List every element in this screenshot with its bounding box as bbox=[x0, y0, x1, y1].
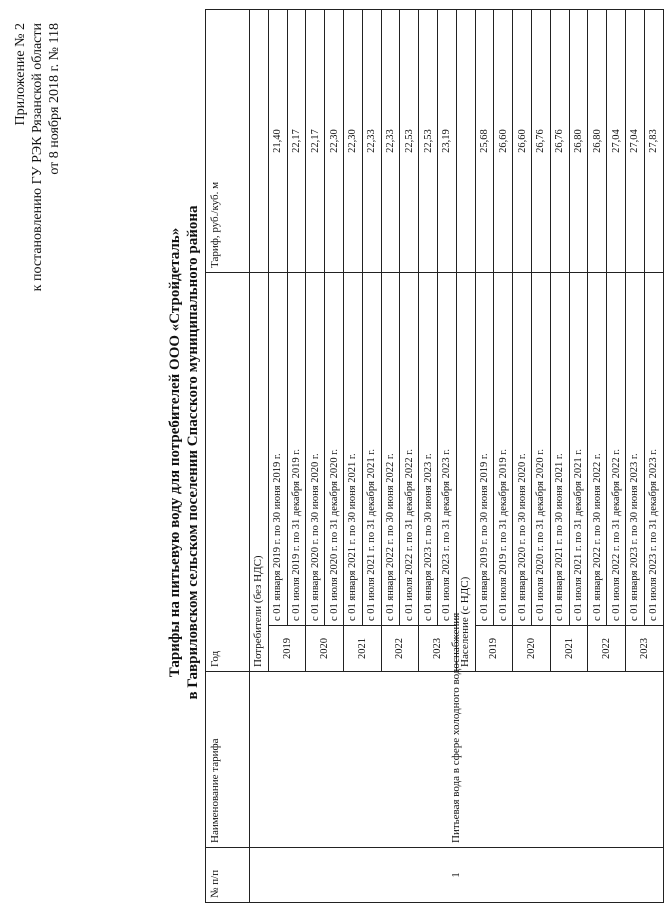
appendix-date: от 8 ноября 2018 г. № 118 bbox=[47, 23, 62, 175]
period-cell: с 01 июля 2023 г. по 31 декабря 2023 г. bbox=[437, 273, 456, 626]
tariff-name: Питьевая вода в сфере холодного водоснабжения bbox=[250, 672, 664, 848]
group-tariff-empty bbox=[250, 10, 269, 273]
header-tariff-name: Наименование тарифа bbox=[206, 672, 250, 848]
year-cell: 2019 bbox=[268, 626, 306, 672]
appendix-number: Приложение № 2 bbox=[13, 23, 28, 126]
period-cell: с 01 января 2019 г. по 30 июня 2019 г. bbox=[268, 273, 287, 626]
tariff-table bbox=[205, 9, 664, 903]
tariff-value-cell: 22,53 bbox=[400, 10, 419, 273]
tariff-value-cell: 27,04 bbox=[607, 10, 626, 273]
tariff-value-cell: 22,17 bbox=[287, 10, 306, 273]
header-tariff: Тариф, руб./куб. м bbox=[206, 10, 250, 273]
period-cell: с 01 июля 2019 г. по 31 декабря 2019 г. bbox=[287, 273, 306, 626]
year-cell: 2023 bbox=[419, 626, 457, 672]
period-cell: с 01 июля 2022 г. по 31 декабря 2022 г. bbox=[400, 273, 419, 626]
period-cell: с 01 января 2023 г. по 30 июня 2023 г. bbox=[419, 273, 438, 626]
period-cell: с 01 июля 2020 г. по 31 декабря 2020 г. bbox=[325, 273, 344, 626]
tariff-value-cell: 21,40 bbox=[268, 10, 287, 273]
title-line-2: в Гавриловском сельском поселении Спасского муниципального района bbox=[185, 205, 201, 700]
tariff-value-cell: 26,76 bbox=[550, 10, 569, 273]
period-cell: с 01 января 2022 г. по 30 июня 2022 г. bbox=[588, 273, 607, 626]
tariff-value-cell: 22,30 bbox=[343, 10, 362, 273]
year-cell: 2020 bbox=[513, 626, 551, 672]
period-cell: с 01 января 2022 г. по 30 июня 2022 г. bbox=[381, 273, 400, 626]
period-cell: с 01 июля 2021 г. по 31 декабря 2021 г. bbox=[569, 273, 588, 626]
period-cell: с 01 января 2020 г. по 30 июня 2020 г. bbox=[306, 273, 325, 626]
tariff-table-body bbox=[250, 10, 664, 903]
title-line-1: Тарифы на питьевую воду для потребителей ООО «Стройдеталь» bbox=[167, 227, 183, 678]
consumer-group-label: Потребители (без НДС) bbox=[250, 273, 269, 672]
group-tariff-empty bbox=[456, 10, 475, 273]
year-cell: 2021 bbox=[343, 626, 381, 672]
tariff-value-cell: 22,33 bbox=[362, 10, 381, 273]
consumer-group-label: Население (с НДС) bbox=[456, 273, 475, 672]
tariff-value-cell: 27,04 bbox=[625, 10, 644, 273]
tariff-value-cell: 22,53 bbox=[419, 10, 438, 273]
period-cell: с 01 января 2023 г. по 30 июня 2023 г. bbox=[625, 273, 644, 626]
document-title bbox=[166, 0, 202, 905]
period-cell: с 01 января 2021 г. по 30 июня 2021 г. bbox=[343, 273, 362, 626]
tariff-value-cell: 25,68 bbox=[475, 10, 494, 273]
period-cell: с 01 июля 2023 г. по 31 декабря 2023 г. bbox=[644, 273, 663, 626]
year-cell: 2022 bbox=[588, 626, 626, 672]
header-year: Год bbox=[206, 273, 250, 672]
header-number: № п/п bbox=[206, 848, 250, 903]
period-cell: с 01 июля 2020 г. по 31 декабря 2020 г. bbox=[531, 273, 550, 626]
period-cell: с 01 января 2020 г. по 30 июня 2020 г. bbox=[513, 273, 532, 626]
tariff-value-cell: 27,83 bbox=[644, 10, 663, 273]
table-header-row bbox=[206, 10, 250, 903]
tariff-value-cell: 23,19 bbox=[437, 10, 456, 273]
appendix-block bbox=[12, 23, 63, 905]
year-cell: 2021 bbox=[550, 626, 588, 672]
period-cell: с 01 июля 2022 г. по 31 декабря 2022 г. bbox=[607, 273, 626, 626]
appendix-decree: к постановлению ГУ РЭК Рязанской области bbox=[30, 23, 45, 292]
period-cell: с 01 января 2019 г. по 30 июня 2019 г. bbox=[475, 273, 494, 626]
year-cell: 2022 bbox=[381, 626, 419, 672]
period-cell: с 01 июля 2019 г. по 31 декабря 2019 г. bbox=[494, 273, 513, 626]
period-cell: с 01 июля 2021 г. по 31 декабря 2021 г. bbox=[362, 273, 381, 626]
tariff-value-cell: 26,76 bbox=[531, 10, 550, 273]
tariff-value-cell: 26,80 bbox=[588, 10, 607, 273]
year-cell: 2019 bbox=[475, 626, 513, 672]
tariff-value-cell: 26,80 bbox=[569, 10, 588, 273]
year-cell: 2023 bbox=[625, 626, 663, 672]
row-number: 1 bbox=[250, 848, 664, 903]
tariff-value-cell: 22,30 bbox=[325, 10, 344, 273]
tariff-value-cell: 22,33 bbox=[381, 10, 400, 273]
year-cell: 2020 bbox=[306, 626, 344, 672]
tariff-value-cell: 26,60 bbox=[513, 10, 532, 273]
table-group-row bbox=[250, 10, 269, 903]
tariff-value-cell: 22,17 bbox=[306, 10, 325, 273]
period-cell: с 01 января 2021 г. по 30 июня 2021 г. bbox=[550, 273, 569, 626]
tariff-value-cell: 26,60 bbox=[494, 10, 513, 273]
